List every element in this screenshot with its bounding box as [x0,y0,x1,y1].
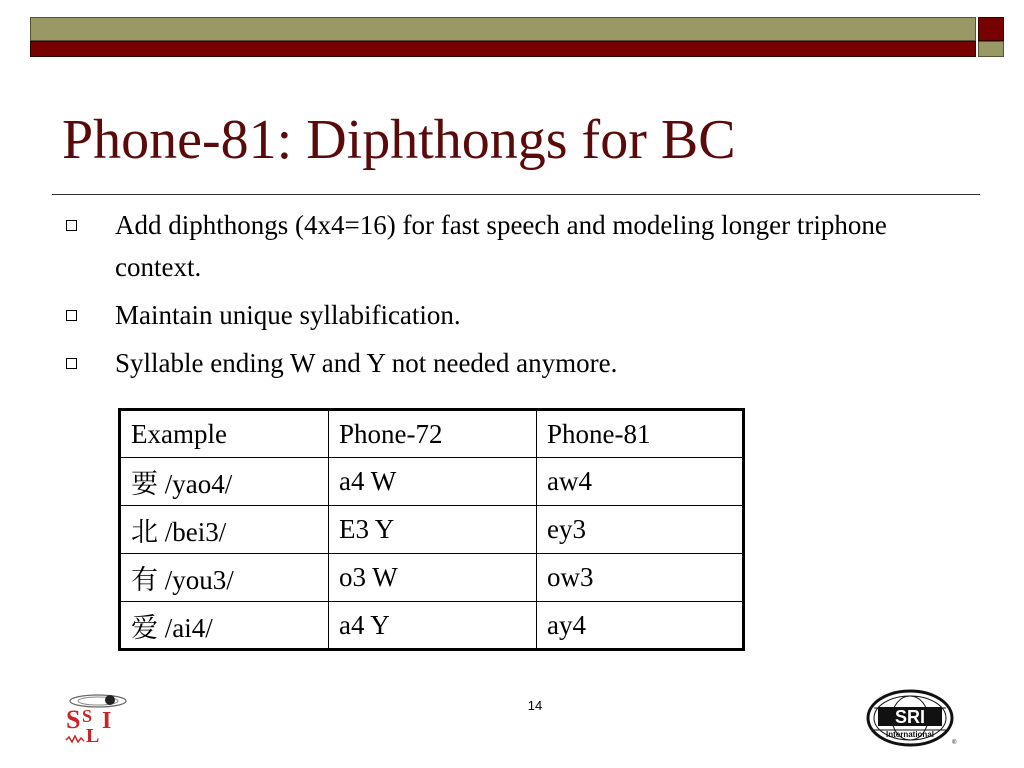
table-row [120,602,744,650]
table-header-row [120,410,744,458]
phone81-cell: aw4 [537,458,744,506]
svg-text:S: S [82,706,93,726]
ssli-logo-text: S [66,705,81,734]
title-divider [52,194,980,195]
bullet-item [62,342,922,384]
bullet-text: Syllable ending W and Y not needed anymore. [115,348,618,378]
bullet-list [62,204,922,390]
phone81-cell: ey3 [537,506,744,554]
phone81-cell: ow3 [537,554,744,602]
svg-text:International: International [885,730,935,739]
phone81-cell: ay4 [537,602,744,650]
bullet-text: Maintain unique syllabification. [115,300,461,330]
slide-title: Phone-81: Diphthongs for BC [62,109,736,171]
table-row [120,506,744,554]
page-number: 14 [527,698,543,713]
example-cell: 有 /you3/ [120,554,329,602]
header-cell-phone81: Phone-81 [537,410,744,458]
phone72-cell: E3 Y [329,506,537,554]
sri-international-logo [866,688,958,748]
svg-text:L: L [86,725,100,747]
example-cell: 北 /bei3/ [120,506,329,554]
bullet-text: Add diphthongs (4x4=16) for fast speech and modeling longer triphone context. [115,210,887,282]
phone-table [118,408,745,651]
table-row [120,458,744,506]
header-cell-phone72: Phone-72 [329,410,537,458]
header-bar-maroon [30,41,976,57]
table-row [120,554,744,602]
header-square-olive [978,41,1004,57]
square-bullet-icon [66,220,77,231]
phone72-cell: o3 W [329,554,537,602]
ssli-logo [60,688,132,750]
header-square-maroon [978,17,1004,41]
svg-text:®: ® [952,740,957,746]
svg-text:I: I [102,708,112,734]
sri-logo-text: SRI [894,707,926,727]
example-cell: 要 /yao4/ [120,458,329,506]
header-cell-example: Example [120,410,329,458]
bullet-item [62,294,922,336]
square-bullet-icon [66,358,77,369]
example-cell: 爱 /ai4/ [120,602,329,650]
phone72-cell: a4 Y [329,602,537,650]
bullet-item [62,204,922,288]
phone72-cell: a4 W [329,458,537,506]
square-bullet-icon [66,310,77,321]
header-bar-olive [30,17,976,41]
